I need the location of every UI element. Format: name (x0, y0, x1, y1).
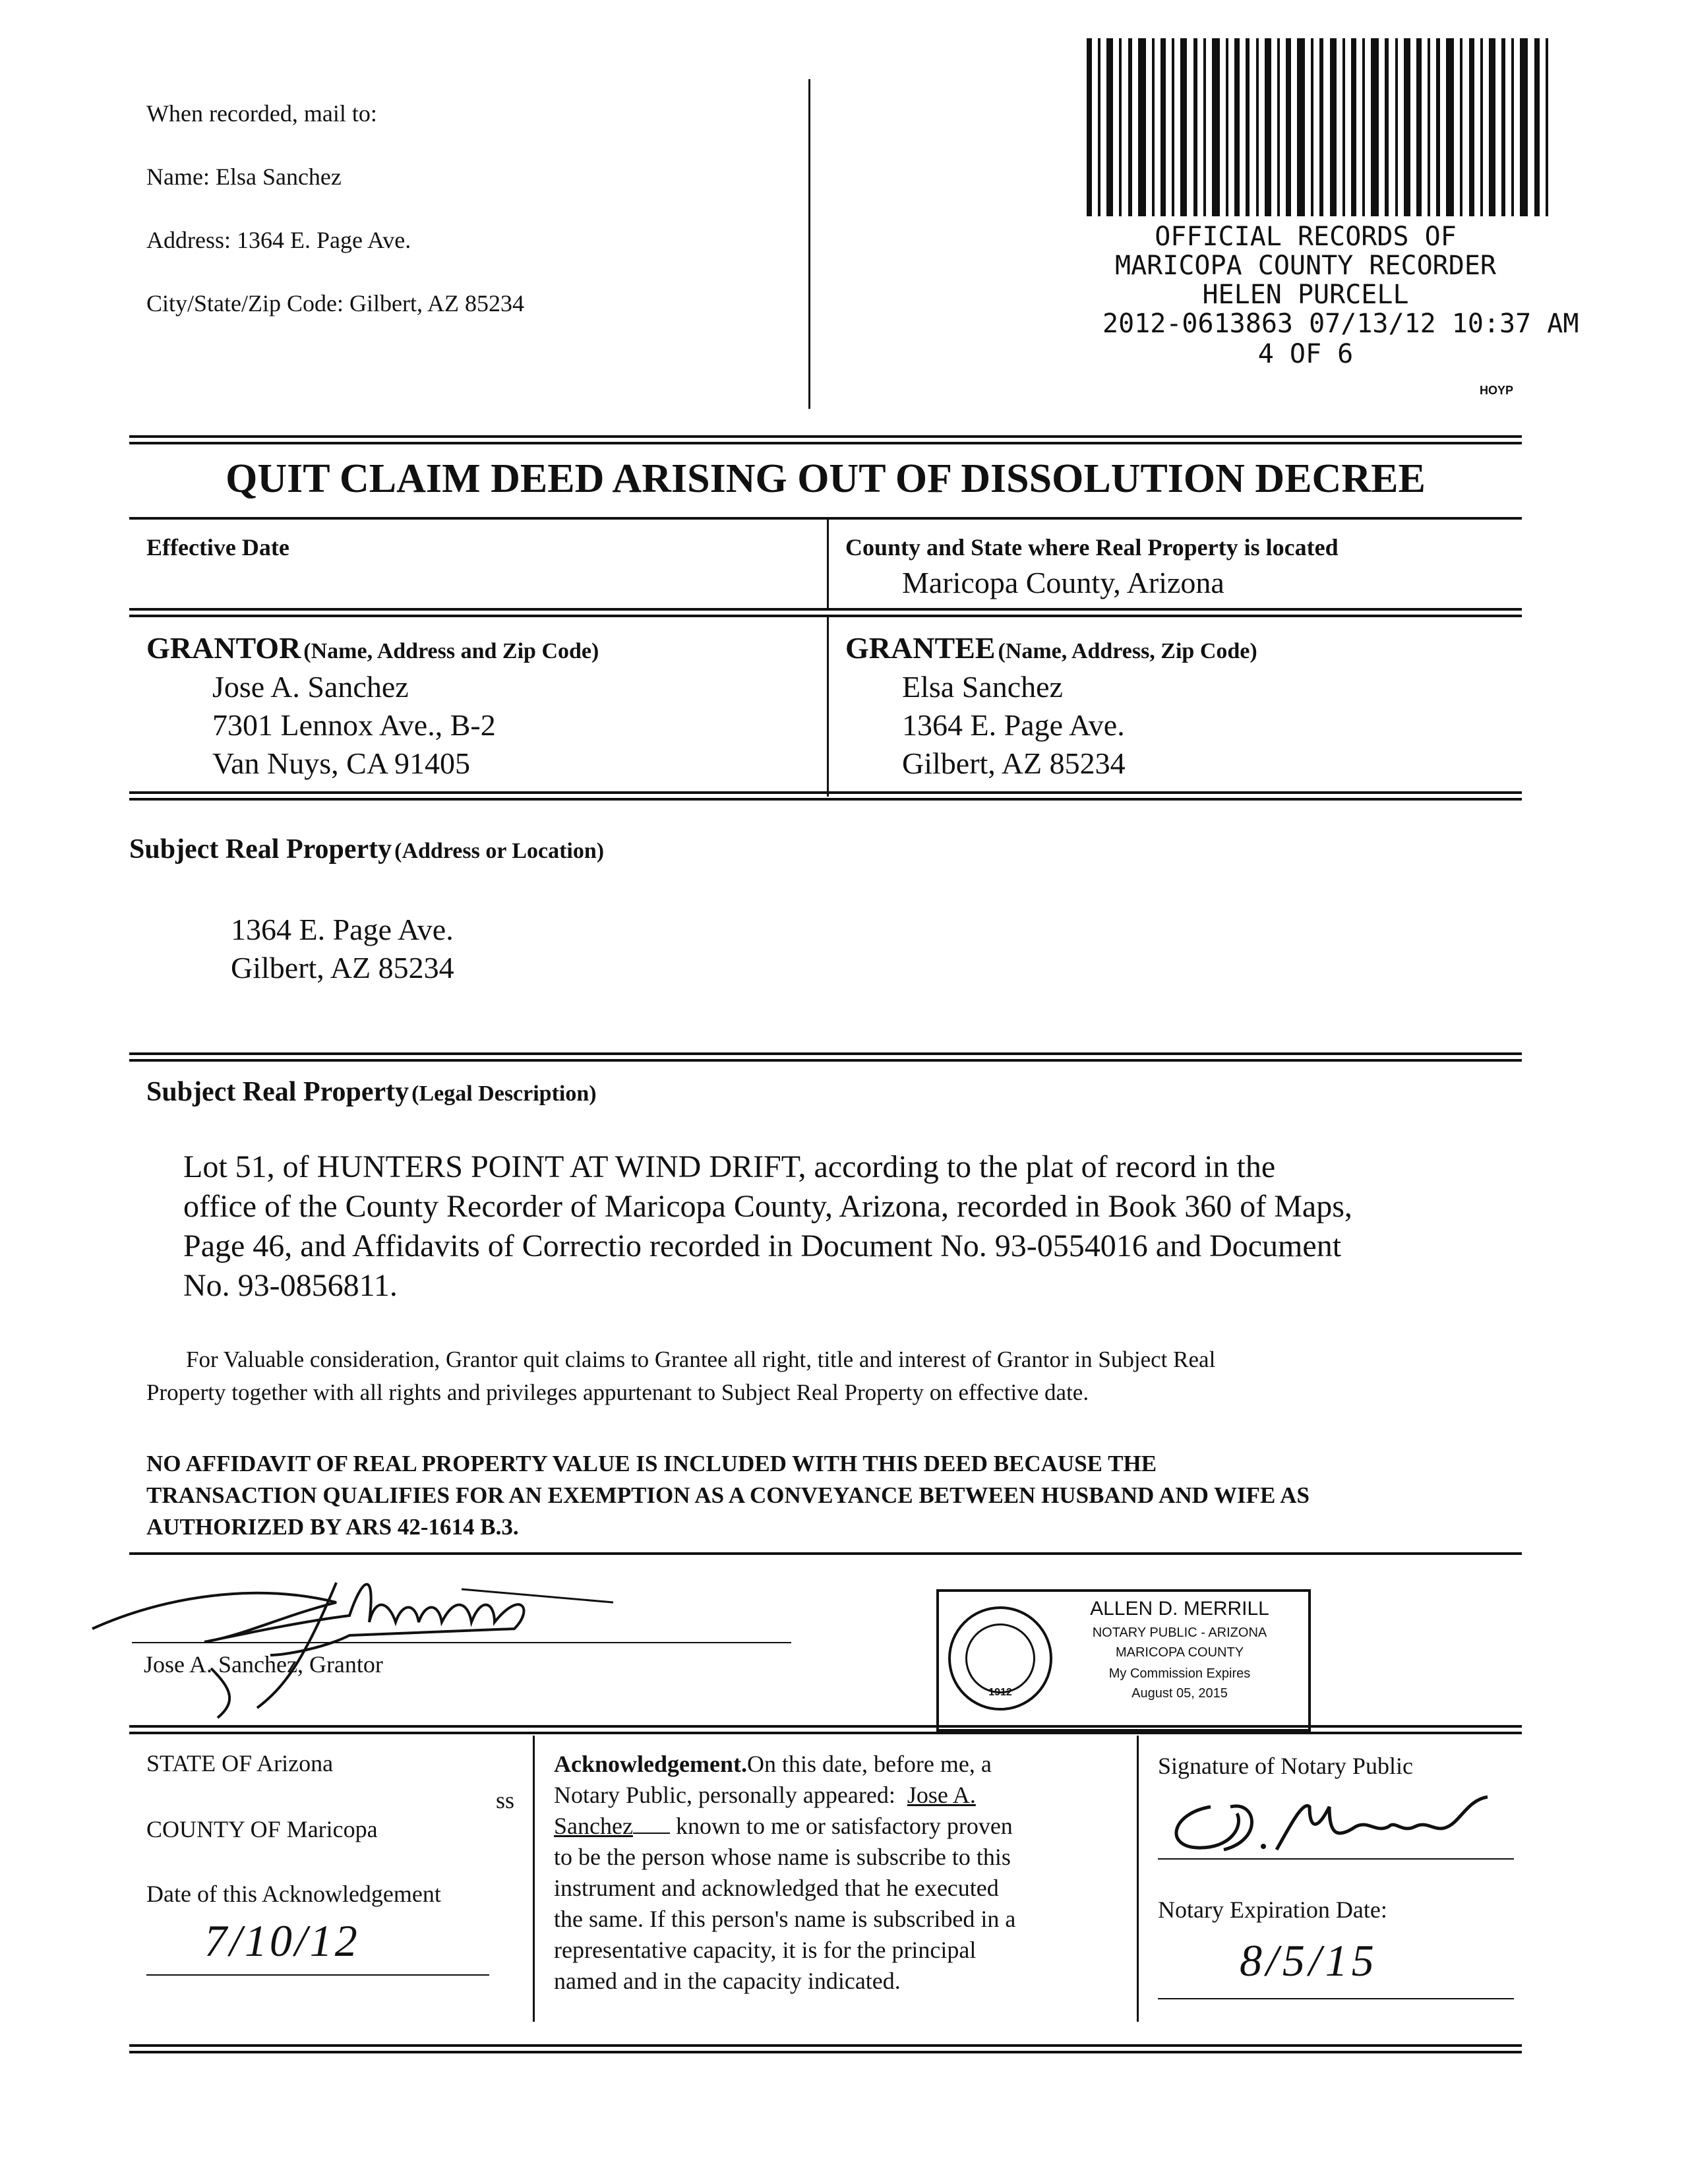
deed-title: QUIT CLAIM DEED ARISING OUT OF DISSOLUTION DECREE (226, 456, 1426, 501)
mail-to-name: Name: Elsa Sanchez (146, 164, 342, 190)
legal-description (183, 1147, 1352, 1306)
notary-seal-inner (965, 1623, 1035, 1693)
grantee-city: Gilbert, AZ 85234 (902, 746, 1126, 780)
notary-stamp-name: ALLEN D. MERRILL (1090, 1598, 1269, 1620)
notary-seal (948, 1606, 1052, 1711)
grantor-name: Jose A. Sanchez (212, 670, 409, 704)
notary-expiry-value: 8/5/15 (1240, 1935, 1378, 1986)
grantee-heading (845, 630, 1257, 665)
mail-to-heading: When recorded, mail to: (146, 100, 377, 127)
ack-heading: Acknowledgement. (554, 1751, 747, 1777)
title-rule-top (129, 435, 1522, 444)
grantee-sublabel: (Name, Address, Zip Code) (998, 639, 1257, 663)
notary-stamp-line-3: My Commission Expires (1108, 1666, 1251, 1681)
notary-seal-year: 1912 (988, 1687, 1012, 1698)
ack-date-label: Date of this Acknowledgement (146, 1881, 441, 1907)
property-address-label: Subject Real Property (129, 834, 392, 864)
title-rule-bottom (129, 517, 1522, 520)
ack-rule-top (129, 1725, 1522, 1734)
ack-line-2b: Jose A. (907, 1782, 976, 1808)
recorder-line-2: MARICOPA COUNTY RECORDER (1115, 251, 1496, 281)
ack-divider-right (1137, 1736, 1139, 2022)
ack-date-value: 7/10/12 (204, 1916, 360, 1966)
property-address-heading (129, 834, 604, 865)
ack-text (554, 1749, 1015, 1997)
grantee-street: 1364 E. Page Ave. (902, 708, 1125, 742)
ack-line-2a: Notary Public, personally appeared: (554, 1782, 895, 1808)
consideration-line-2: Property together with all rights and privileges appurtenant to Subject Real Property on effective date. (146, 1380, 1089, 1405)
mail-to-address: Address: 1364 E. Page Ave. (146, 227, 411, 253)
barcode (1087, 38, 1548, 216)
ack-ss: ss (496, 1787, 515, 1813)
legal-line-3: Page 46, and Affidavits of Correctio recorded in Document No. 93-0554016 and Document (183, 1228, 1342, 1263)
ack-line-7: representative capacity, it is for the principal (554, 1937, 977, 1963)
legal-line-1: Lot 51, of HUNTERS POINT AT WIND DRIFT, according to the plat of record in the (183, 1149, 1276, 1184)
grantor-street: 7301 Lennox Ave., B-2 (212, 708, 496, 742)
notary-sig-label: Signature of Notary Public (1158, 1753, 1413, 1779)
notary-expiry-line (1158, 1998, 1514, 1999)
notary-stamp-line-2: MARICOPA COUNTY (1115, 1645, 1244, 1660)
property-legal-sublabel: (Legal Description) (411, 1081, 597, 1106)
ack-county: COUNTY OF Maricopa (146, 1816, 378, 1842)
grantor-label: GRANTOR (146, 631, 301, 665)
row1-rule (129, 608, 1522, 617)
no-affidavit-notice (146, 1448, 1310, 1543)
grantee-label: GRANTEE (845, 631, 996, 665)
ack-line-5: instrument and acknowledged that he executed (554, 1875, 999, 1901)
effective-date-label: Effective Date (146, 534, 289, 561)
grantor-heading (146, 630, 599, 665)
property-legal-label: Subject Real Property (146, 1077, 409, 1107)
ack-line-1: On this date, before me, a (746, 1751, 992, 1777)
property-legal-heading (146, 1076, 597, 1108)
recorder-line-1: OFFICIAL RECORDS OF (1155, 222, 1457, 252)
no-affidavit-line-3: AUTHORIZED BY ARS 42-1614 B.3. (146, 1514, 519, 1540)
ack-line-6: the same. If this person's name is subscribed in a (554, 1906, 1016, 1932)
ack-line-3b: known to me or satisfactory proven (675, 1813, 1013, 1839)
grantee-name: Elsa Sanchez (902, 670, 1063, 704)
ack-line-4: to be the person whose name is subscribe to this (554, 1844, 1011, 1870)
recorder-code: HOYP (1480, 384, 1514, 397)
grantor-signature (86, 1556, 626, 1721)
grantor-signature-line (132, 1642, 791, 1643)
affidavit-rule (129, 1552, 1522, 1555)
legal-line-2: office of the County Recorder of Maricopa County, Arizona, recorded in Book 360 of Maps, (183, 1189, 1352, 1224)
legal-line-4: No. 93-0856811. (183, 1268, 398, 1303)
property-city: Gilbert, AZ 85234 (231, 951, 454, 985)
ack-line-8: named and in the capacity indicated. (554, 1968, 901, 1994)
notary-signature (1158, 1787, 1501, 1860)
mail-to-city: City/State/Zip Code: Gilbert, AZ 85234 (146, 290, 524, 317)
row2-rule (129, 791, 1522, 801)
property-street: 1364 E. Page Ave. (231, 913, 454, 946)
notary-stamp-line-4: August 05, 2015 (1131, 1686, 1228, 1701)
ack-date-line (146, 1974, 489, 1976)
row2-divider (827, 617, 829, 797)
ack-rule-bottom (129, 2044, 1522, 2053)
ack-divider-left (533, 1736, 535, 2022)
county-state-label: County and State where Real Property is located (845, 534, 1339, 561)
property-address-sublabel: (Address or Location) (394, 839, 605, 863)
notary-stamp (936, 1589, 1311, 1732)
county-state-value: Maricopa County, Arizona (902, 566, 1224, 599)
no-affidavit-line-2: TRANSACTION QUALIFIES FOR AN EXEMPTION AS A CONVEYANCE BETWEEN HUSBAND AND WIFE AS (146, 1482, 1310, 1508)
header-divider (808, 79, 810, 409)
ack-state: STATE OF Arizona (146, 1750, 334, 1776)
notary-expiry-label: Notary Expiration Date: (1158, 1896, 1387, 1923)
ack-line-3a: Sanchez (554, 1813, 633, 1839)
recorder-line-3: HELEN PURCELL (1202, 280, 1409, 310)
no-affidavit-line-1: NO AFFIDAVIT OF REAL PROPERTY VALUE IS INCLUDED WITH THIS DEED BECAUSE THE (146, 1451, 1157, 1476)
recorder-line-5: 4 OF 6 (1257, 339, 1354, 369)
address-rule (129, 1052, 1522, 1062)
notary-stamp-line-1: NOTARY PUBLIC - ARIZONA (1092, 1625, 1267, 1640)
grantor-signature-caption: Jose A. Sanchez, Grantor (144, 1651, 383, 1678)
grantor-sublabel: (Name, Address and Zip Code) (303, 639, 599, 663)
row1-divider (827, 518, 829, 611)
grantor-city: Van Nuys, CA 91405 (212, 746, 471, 780)
recorder-line-4: 2012-0613863 07/13/12 10:37 AM (1102, 309, 1579, 339)
notary-sig-line (1158, 1858, 1514, 1860)
consideration-line-1: For Valuable consideration, Grantor quit claims to Grantee all right, title and interest of Grantor in Subject Real (186, 1347, 1216, 1372)
